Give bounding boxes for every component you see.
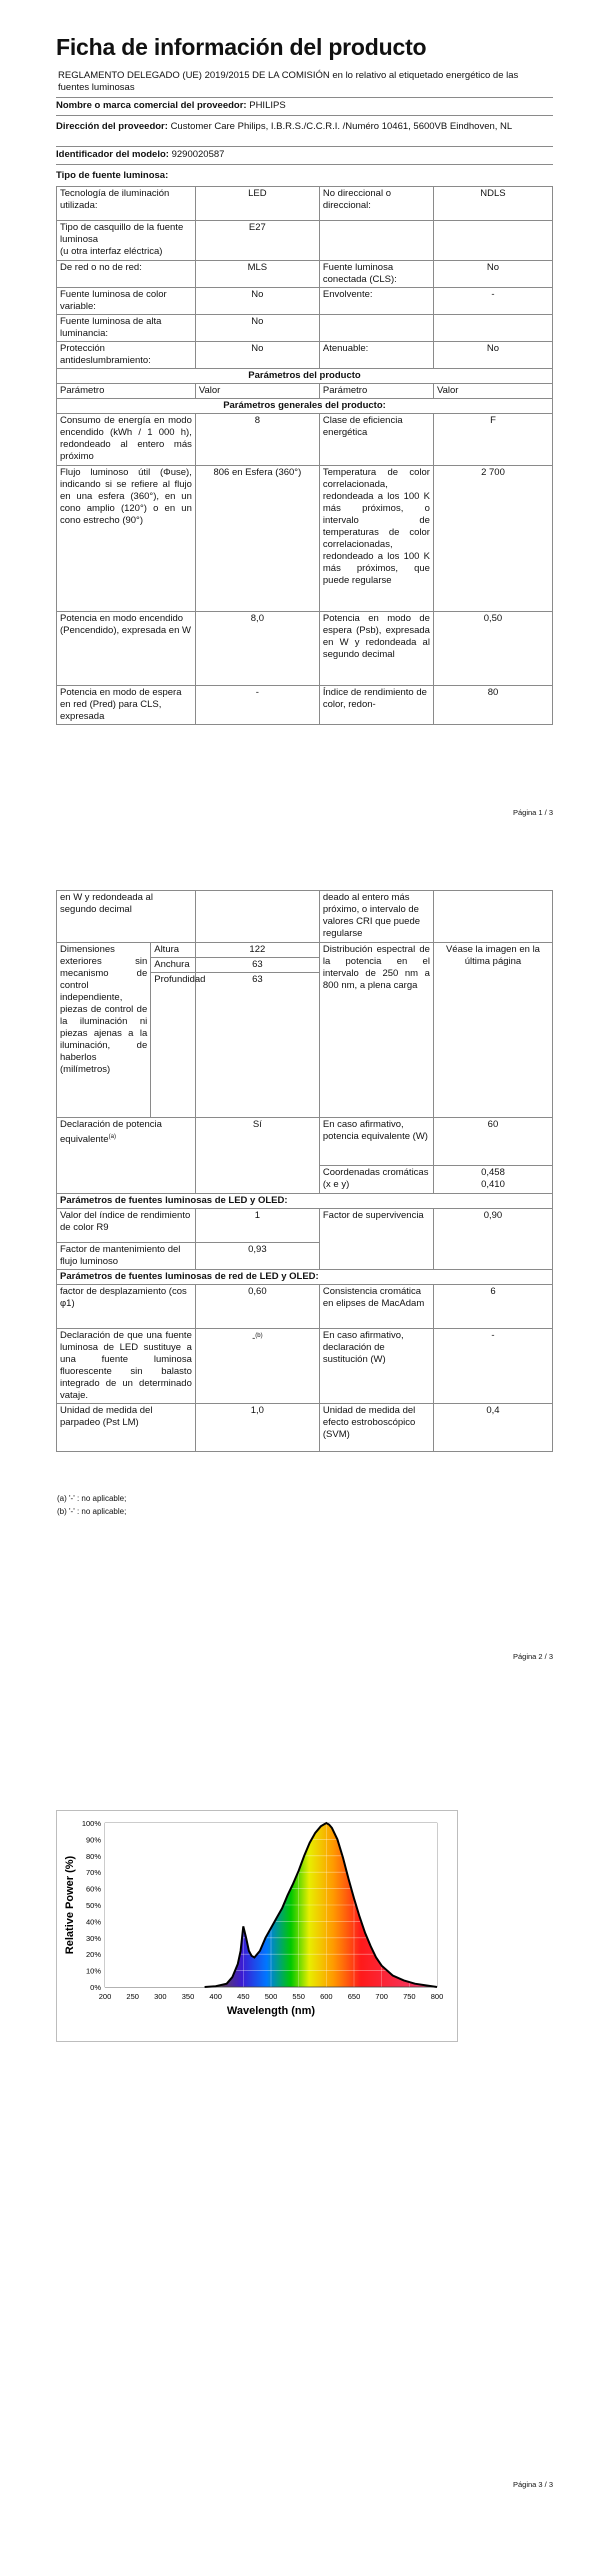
cell-value: 80 [433,686,552,725]
x-tick-label: 450 [237,1992,250,2001]
decl-power-value: Sí [195,1118,319,1194]
divider [56,115,553,116]
table-row [57,399,553,414]
col-value: Valor [195,384,319,399]
x-tick-label: 500 [264,1992,278,2001]
x-tick-label: 250 [126,1992,139,2001]
cell-value: E27 [195,221,319,261]
table-row [57,612,553,686]
cell-label: Flujo luminoso útil (Φuse), indicando si se refiere al flujo en una esfera (360°), en un cono amplio (120°) o en un cono estrecho (90°) [57,466,196,612]
x-tick-label: 300 [154,1992,167,2001]
substitution-value: - [433,1329,552,1404]
cell-value: 8 [195,414,319,466]
address-value: Customer Care Philips, I.B.R.S./C.C.R.I. /Numéro 10461, 5600VB Eindhoven, NL [170,121,513,132]
y-tick-label: 90% [85,1835,101,1845]
table-row [57,1270,553,1285]
stroboscopic-value: 0,4 [433,1404,552,1452]
page-number: Página 3 / 3 [512,2480,553,2489]
maintenance-label: Factor de mantenimiento del flujo luminoso [57,1243,196,1270]
cell-value: - [195,686,319,725]
table-row [57,891,553,943]
footnote-mark: (b) [255,1333,263,1339]
cell-label: en W y redondeada al segundo decimal [57,891,196,943]
equiv-power-value: 60 [433,1118,552,1166]
divider [56,146,553,147]
x-tick-label: 400 [209,1992,222,2001]
cell-value: No [195,315,319,342]
cell-label: De red o no de red: [57,261,196,288]
y-tick-label: 50% [85,1901,101,1910]
macadam-label: Consistencia cromática en elipses de MacAdam [319,1285,433,1329]
table-row [57,288,553,315]
col-value: Valor [433,384,552,399]
cell-label: Tecnología de iluminación utilizada: [57,187,196,221]
flicker-value: 1,0 [195,1404,319,1452]
table-row [57,1329,553,1404]
spectral-label: Distribución espectral de la potencia en el intervalo de 250 nm a 800 nm, a plena carga [319,943,433,1118]
survival-value: 0,90 [433,1209,552,1270]
cell-label: Tipo de casquillo de la fuente luminosa (u otra interfaz eléctrica) [57,221,196,261]
page-number: Página 1 / 3 [512,808,553,817]
divider [56,164,553,165]
address-line [56,121,553,133]
table-row [57,686,553,725]
cell-label: Protección antideslumbramiento: [57,342,196,369]
cell-value: No [433,342,552,369]
maintenance-value: 0,93 [195,1243,319,1270]
table-row [57,466,553,612]
y-tick-label: 80% [85,1851,101,1861]
cell-label [319,221,433,261]
table-row [57,1404,553,1452]
dim-name: Altura [151,943,196,958]
led-params-title: Parámetros de fuentes luminosas de LED y OLED: [57,1194,553,1209]
cell-label: Temperatura de color correlacionada, redondeada a los 100 K más próximos, o intervalo de temperaturas de color correlacionadas, redondeado a los 100 K más próximos, que puede regularse [319,466,433,612]
model-line [56,149,553,161]
table-row [57,221,553,261]
cell-value: 8,0 [195,612,319,686]
cell-value: MLS [195,261,319,288]
cell-value: 0,50 [433,612,552,686]
cell-value [195,891,319,943]
y-tick-label: 20% [85,1950,101,1960]
cell-label: Atenuable: [319,342,433,369]
macadam-value: 6 [433,1285,552,1329]
col-param: Parámetro [319,384,433,399]
table-row [57,1285,553,1329]
x-tick-label: 350 [181,1992,195,2001]
cell-value: NDLS [433,187,552,221]
cell-label: Envolvente: [319,288,433,315]
dim-value: 63 [195,973,319,1118]
y-axis-ticks [82,1819,102,1992]
cell-label: Potencia en modo encendido (Pencendido), expresada en W [57,612,196,686]
decl-power-label [57,1118,196,1194]
y-tick-label: 40% [85,1917,101,1927]
y-tick-label: 60% [85,1884,101,1894]
fluo-value-text: - [252,1333,256,1345]
y-tick-label: 100% [81,1819,101,1828]
cell-value: 806 en Esfera (360°) [195,466,319,612]
displacement-label: factor de desplazamiento (cos φ1) [57,1285,196,1329]
cell-value: No [433,261,552,288]
x-tick-label: 650 [347,1992,361,2001]
cell-label: Fuente luminosa de color variable: [57,288,196,315]
fluo-replacement-label: Declaración de que una fuente luminosa de LED sustituye a una fuente luminosa fluorescente sin balasto integrado de un determinado vataje. [57,1329,196,1404]
fluo-replacement-value [195,1329,319,1404]
dim-name: Profundidad [151,973,196,1118]
params-title: Parámetros del producto [57,369,553,384]
cell-value: No [195,342,319,369]
cell-value: F [433,414,552,466]
x-tick-label: 550 [292,1992,305,2001]
document-subtitle: REGLAMENTO DELEGADO (UE) 2019/2015 DE LA COMISIÓN en lo relativo al etiquetado energético de las fuentes luminosas [58,70,519,93]
cell-value: 2 700 [433,466,552,612]
cell-label: Fuente luminosa de alta luminancia: [57,315,196,342]
brand-value: PHILIPS [249,100,286,111]
parameters-table-continued [56,890,553,1452]
chromaticity-values [433,1166,552,1194]
r9-value: 1 [195,1209,319,1243]
cell-value: - [433,288,552,315]
type-label: Tipo de fuente luminosa: [56,170,169,181]
cell-value [433,221,552,261]
decl-power-text: Declaración de potencia equivalente [60,1119,162,1146]
brand-line [56,100,553,112]
general-params-title: Parámetros generales del producto: [57,399,553,414]
r9-label: Valor del índice de rendimiento de color R9 [57,1209,196,1243]
table-row [57,1194,553,1209]
cell-label: Fuente luminosa conectada (CLS): [319,261,433,288]
table-row [57,261,553,288]
table-row [57,943,553,958]
divider [56,97,553,98]
cell-value: No [195,288,319,315]
x-tick-label: 750 [403,1992,416,2001]
brand-label: Nombre o marca comercial del proveedor: [56,100,247,111]
x-tick-label: 700 [375,1992,388,2001]
cell-label: Potencia en modo de espera (Psb), expresada en W y redondeada al segundo decimal [319,612,433,686]
chart-svg [57,1811,457,2041]
y-axis-label: Relative Power (%) [64,1855,76,1955]
x-tick-label: 200 [98,1992,112,2001]
footnote-b: (b) '-' : no aplicable; [57,1507,127,1516]
model-value: 9290020587 [171,149,225,160]
table-row [57,187,553,221]
dim-value: 122 [195,943,319,958]
cell-label: Clase de eficiencia energética [319,414,433,466]
cell-value [433,891,552,943]
table-row [57,1118,553,1166]
x-tick-label: 600 [320,1992,333,2001]
x-tick-label: 800 [430,1992,444,2001]
cell-label [319,315,433,342]
stroboscopic-label: Unidad de medida del efecto estroboscópico (SVM) [319,1404,433,1452]
table-row [57,1209,553,1243]
cell-label: Potencia en modo de espera en red (Pred) para CLS, expresada [57,686,196,725]
table-row [57,315,553,342]
x-axis-label: Wavelength (nm) [226,2005,316,2017]
cell-label: No direccional o direccional: [319,187,433,221]
coord-y: 0,410 [481,1179,505,1190]
cell-label: Índice de rendimiento de color, redon- [319,686,433,725]
spectral-value: Véase la imagen en la última página [433,943,552,1118]
spectral-distribution-chart [56,1810,458,2042]
flicker-label: Unidad de medida del parpadeo (Pst LM) [57,1404,196,1452]
displacement-value: 0,60 [195,1285,319,1329]
chromaticity-label: Coordenadas cromáticas (x e y) [319,1166,433,1194]
footnote-mark: (a) [108,1134,116,1140]
table-row [57,414,553,466]
dimensions-label: Dimensiones exteriores sin mecanismo de control independiente, piezas de control de la iluminación ni piezas ajenas a la iluminación, de haberlos (milímetros) [57,943,151,1118]
footnotes [57,1492,126,1518]
coord-x: 0,458 [481,1167,505,1178]
table-header-row [57,384,553,399]
substitution-label: En caso afirmativo, declaración de sustitución (W) [319,1329,433,1404]
light-source-type-table [56,186,553,725]
y-tick-label: 0% [90,1983,101,1992]
model-label: Identificador del modelo: [56,149,169,160]
dim-name: Anchura [151,958,196,973]
col-param: Parámetro [57,384,196,399]
dim-value: 63 [195,958,319,973]
table-row [57,342,553,369]
table-row [57,369,553,384]
y-tick-label: 30% [85,1933,101,1943]
cell-value: LED [195,187,319,221]
mains-led-params-title: Parámetros de fuentes luminosas de red de LED y OLED: [57,1270,553,1285]
cell-label: deado al entero más próximo, o intervalo de valores CRI que puede regularse [319,891,433,943]
x-axis-ticks [99,1992,444,2001]
document-title: Ficha de información del producto [56,34,427,60]
address-label: Dirección del proveedor: [56,121,168,132]
survival-label: Factor de supervivencia [319,1209,433,1270]
page-number: Página 2 / 3 [512,1652,553,1661]
equiv-power-label: En caso afirmativo, potencia equivalente (W) [319,1118,433,1166]
y-tick-label: 10% [85,1966,101,1976]
cell-label: Consumo de energía en modo encendido (kWh / 1 000 h), redondeado al entero más próximo [57,414,196,466]
footnote-a: (a) '-' : no aplicable; [57,1494,127,1503]
y-tick-label: 70% [85,1868,101,1878]
cell-value [433,315,552,342]
